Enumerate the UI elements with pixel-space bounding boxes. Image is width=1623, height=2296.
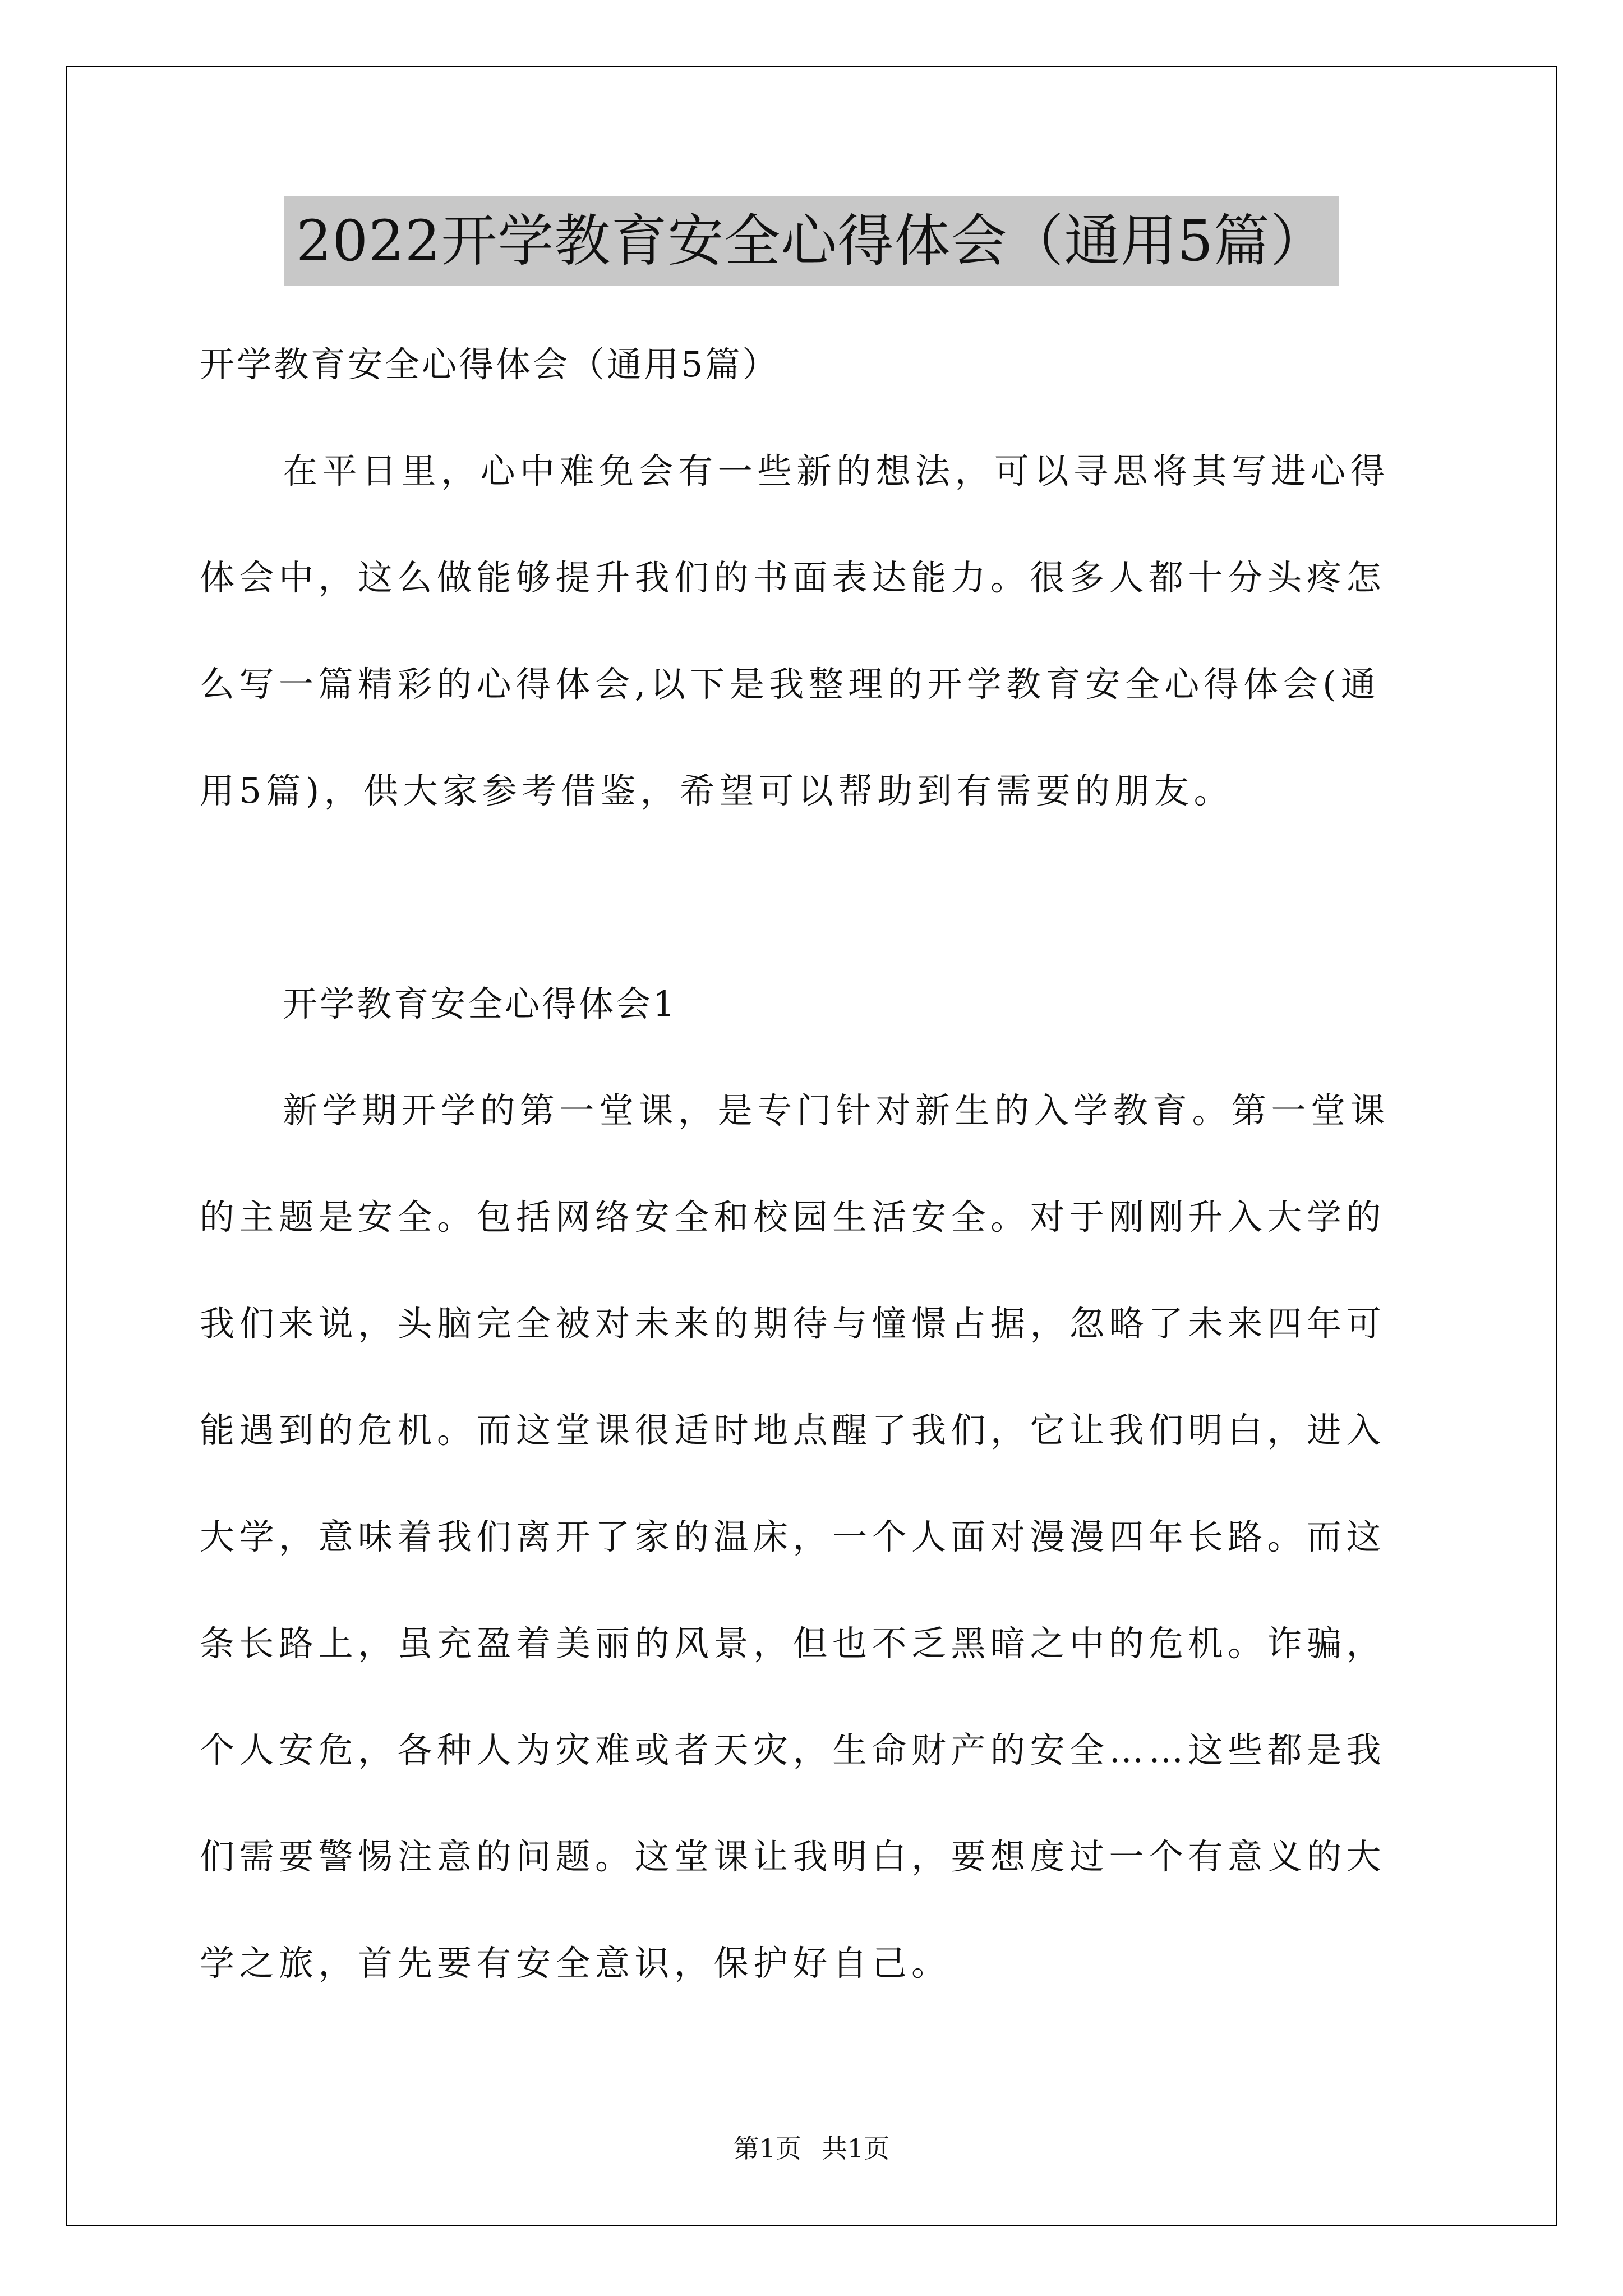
- section-line: 能遇到的危机。而这堂课很适时地点醒了我们，它让我们明白，进入: [200, 1410, 1386, 1451]
- section-line: 我们来说，头脑完全被对未来的期待与憧憬占据，忽略了未来四年可: [200, 1303, 1386, 1344]
- page-total: 共1页: [822, 2133, 890, 2164]
- intro-line: 么写一篇精彩的心得体会,以下是我整理的开学教育安全心得体会(通: [200, 664, 1381, 705]
- section-line: 大学，意味着我们离开了家的温床，一个人面对漫漫四年长路。而这: [200, 1516, 1386, 1557]
- section-line: 学之旅，首先要有安全意识，保护好自己。: [200, 1943, 951, 1984]
- document-body: [200, 311, 1428, 2017]
- intro-line: 体会中，这么做能够提升我们的书面表达能力。很多人都十分头疼怎: [200, 557, 1386, 598]
- document-title: 2022开学教育安全心得体会（通用5篇）: [284, 196, 1339, 286]
- section-line: 个人安危，各种人为灾难或者天灾，生命财产的安全……这些都是我: [200, 1729, 1386, 1770]
- section-line: 新学期开学的第一堂课，是专门针对新生的入学教育。第一堂课: [283, 1090, 1390, 1131]
- paragraph-gap: [200, 844, 1428, 951]
- section-line: 的主题是安全。包括网络安全和校园生活安全。对于刚刚升入大学的: [200, 1197, 1386, 1237]
- page-number: 第1页: [733, 2133, 801, 2164]
- section-line: 条长路上，虽充盈着美丽的风景，但也不乏黑暗之中的危机。诈骗，: [200, 1623, 1386, 1664]
- intro-line: 用5篇)，供大家参考借鉴，希望可以帮助到有需要的朋友。: [200, 770, 1234, 811]
- page-footer: [0, 2132, 1623, 2165]
- intro-line: 在平日里，心中难免会有一些新的想法，可以寻思将其写进心得: [283, 450, 1390, 491]
- section-heading: 开学教育安全心得体会1: [283, 983, 677, 1024]
- section-line: 们需要警惕注意的问题。这堂课让我明白，要想度过一个有意义的大: [200, 1836, 1386, 1877]
- title-container: [0, 196, 1623, 286]
- document-subtitle: 开学教育安全心得体会（通用5篇）: [200, 344, 780, 385]
